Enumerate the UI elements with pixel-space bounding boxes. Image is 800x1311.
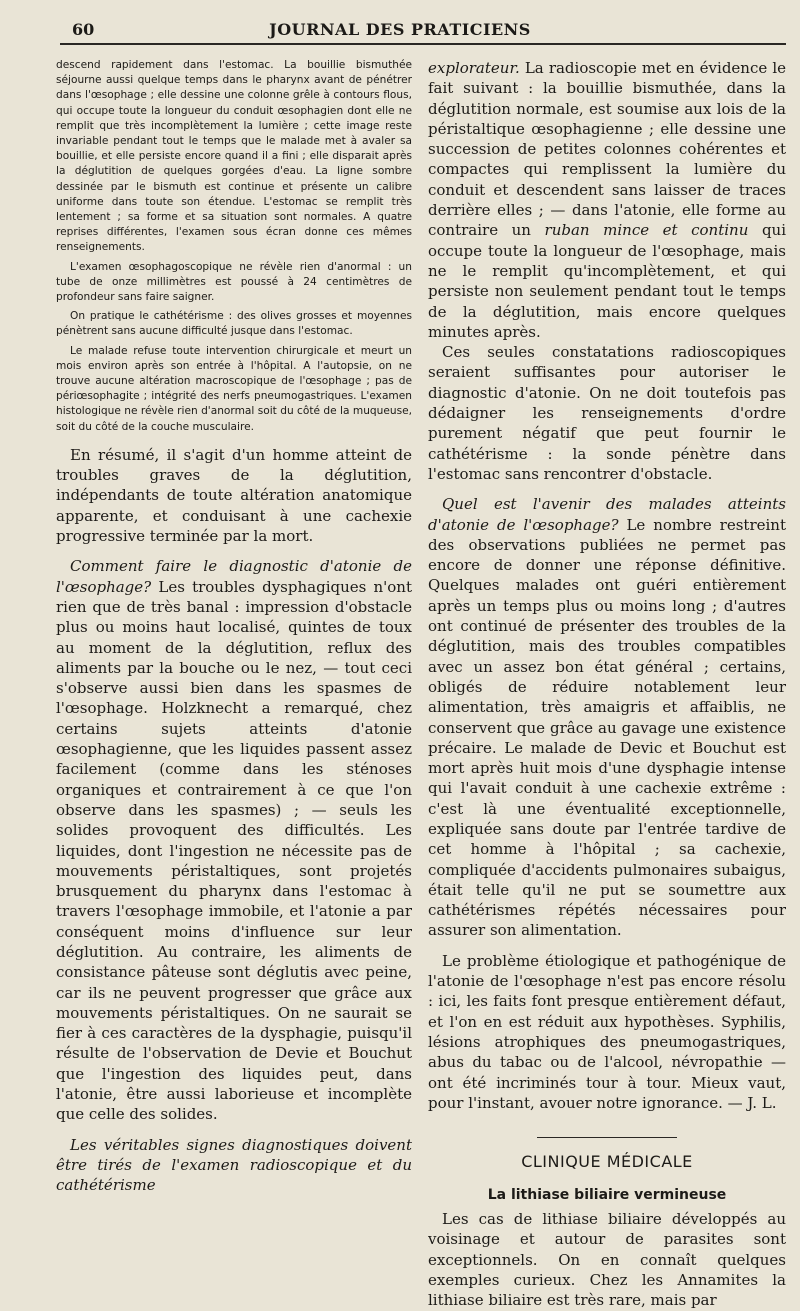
article-title: La lithiase biliaire vermineuse (487, 1187, 727, 1204)
case-paragraph-autopsy: Le malade refuse toute intervention chirurgicale et meurt un mois environ après son entrée à l'hôpital. A l'autopsie, on ne trouve aucune altération macroscopique de l'œsophage ; pas de périœsophagite ; intégrité des nerfs pneumogastriques. L'examen histologique ne révèle rien d'anormal soit du côté de la muqueuse, soit du côté de la couche musculaire. (56, 344, 412, 433)
diagnosis-question: Comment faire le diagnostic d'atonie de l'œsophage? (56, 557, 412, 596)
article-intro-paragraph: Les cas de lithiase biliaire développés au voisinage et autour de parasites sont exceptionnels. On en connaît quelques exemples curieux. Chez les Annamites la lithiase biliaire est très rare, mais par (428, 1210, 786, 1310)
case-paragraph-catheterism: On pratique le cathétérisme : des olives grosses et moyennes pénètrent sans aucune difficulté jusque dans l'estomac. (56, 310, 412, 338)
diagnosis-text: Les troubles dysphagiques n'ont rien que de très banal : impression d'obstacle plus ou moins haut localisé, quintes de toux au moment de la déglutition, reflux des aliments par la bouche ou le nez, — tout ceci s'observe aussi bien dans les spasmes de l'œsophage. Holzknecht a remarqué, chez certains sujets atteints d'atonie œsophagienne, que les liquides passent assez facilement (comme dans les sténoses organiques et contrairement à ce que l'on observe dans les spasmes) ; — seuls les solides provoquent des difficultés. Les liquides, dont l'ingestion ne nécessite pas de mouvements péristaltiques, sont projetés brusquement du pharynx dans l'estomac à travers l'œsophage immobile, et l'atonie a par conséquent moins d'influence sur leur déglutition. Au contraire, les aliments de consistance pâteuse sont déglutis avec peine, car ils ne peuvent progresser que grâce aux mouvements péristaltiques. On ne saurait se fier à ces caractères de la dysphagie, puisqu'il résulte de l'observation de Devie et Bouchut que l'ingestion des liquides peut, dans l'atonie, être aussi laborieuse et incomplète que celle des solides. (56, 577, 412, 1124)
ribbon-phrase: ruban mince et continu (544, 221, 749, 240)
left-column (56, 58, 412, 1196)
summary-paragraph: En résumé, il s'agit d'un homme atteint de troubles graves de la déglutition, indépendants de toute altération anatomique apparente, et conduisant à une cachexie progressive terminée par la mort. (56, 445, 412, 546)
journal-title: JOURNAL DES PRATICIENS (269, 20, 531, 39)
prognosis-text: Le nombre restreint des observations publiées ne permet pas encore de donner une réponse définitive. Quelques malades ont guéri entièrement après un temps plus ou moins long ; d'autres ont continué de présenter des troubles de la déglutition, mais des troubles compatibles avec un assez bon état général ; certains, obligés de réduire notablement leur alimentation, très amaigris et affaiblis, ne conservent que grâce au gavage une existence précaire. Le malade de Devic et Bouchut est mort après huit mois d'une dysphagie intense qui l'avait conduit à une cachexie extrême : c'est là une éventualité exceptionnelle, expliquée sans doute par l'entrée tardive de cet homme à l'hôpital ; sa cachexie, compliquée d'accidents pulmonaires subaigus, était telle qu'il ne put se soumettre aux cathétérismes répétés nécessaires pour assurer son alimentation. (428, 515, 786, 940)
signs-continued-italic: explorateur. (428, 59, 520, 77)
case-paragraph-oesophagoscopy: L'examen œsophagoscopique ne révèle rien d'anormal : un tube de onze millimètres est poussé à 24 centimètres de profondeur sans faire saigner. (56, 260, 412, 304)
prognosis-paragraph (428, 494, 786, 941)
signs-paragraph-start: Les véritables signes diagnostiques doivent être tirés de l'examen radioscopique et du cathétérisme (56, 1135, 412, 1195)
section-heading: CLINIQUE MÉDICALE (521, 1152, 693, 1172)
etiology-paragraph: Le problème étiologique et pathogénique de l'atonie de l'œsophage n'est pas encore résolu : ici, les faits font presque entièrement défaut, et l'on en est réduit aux hypothèses. Syphilis, lésions atrophiques des pneumogastriques, abus du tabac ou de l'alcool, névropathie — ont été incriminés tour à tour. Mieux vaut, pour l'instant, avouer notre ignorance. — J. L. (428, 951, 786, 1112)
diagnosis-paragraph (56, 556, 412, 1124)
radioscopy-conclusion-paragraph: Ces seules constatations radioscopiques seraient suffisantes pour autoriser le diagnostic d'atonie. On ne doit toutefois pas dédaigner les renseignements d'ordre purement négatif que peut fournir le cathétérisme : la sonde pénètre dans l'estomac sans rencontrer d'obstacle. (428, 343, 786, 483)
right-column (428, 58, 786, 1311)
section-divider (537, 1137, 677, 1138)
page-number: 60 (72, 20, 95, 39)
prognosis-question: Quel est l'avenir des malades atteints d'atonie de l'œsophage? (428, 495, 786, 534)
case-paragraph-radioscopy: descend rapidement dans l'estomac. La bouillie bismuthée séjourne aussi quelque temps dans le pharynx avant de pénétrer dans l'œsophage ; elle dessine une colonne grêle à contours flous, qui occupe toute la longueur du conduit œsophagien dont elle ne remplit que très incomplètement la lumière ; cette image reste invariable pendant tout le temps que le malade met à avaler sa bouillie, et elle persiste encore quand il a fini ; elle disparait après la déglutition de quelques gorgées d'eau. La ligne sombre dessinée par le bismuth est continue et présente un calibre uniforme dans toute son étendue. L'estomac se remplit très lentement ; sa forme et sa situation sont normales. A quatre reprises différentes, l'examen sous écran donne ces mêmes renseignements. (56, 59, 412, 254)
signs-continued-text: La radioscopie met en évidence le fait suivant : la bouillie bismuthée, dans la déglutition normale, est soumise aux lois de la péristaltique œsophagienne ; elle dessine une succession de petites colonnes cohérentes et compactes qui remplissent la lumière du conduit et descendent sans laisser de traces derrière elles ; — dans l'atonie, elle forme au contraire un (428, 59, 786, 240)
signs-paragraph-continued (428, 58, 786, 342)
signs-continued-text-2: qui occupe toute la longueur de l'œsophage, mais ne le remplit qu'incomplètement, et qui persiste non seulement pendant tout le temps de la déglutition, mais encore quelques minutes après. (428, 221, 786, 341)
page-header (0, 0, 800, 44)
header-rule (60, 43, 786, 45)
